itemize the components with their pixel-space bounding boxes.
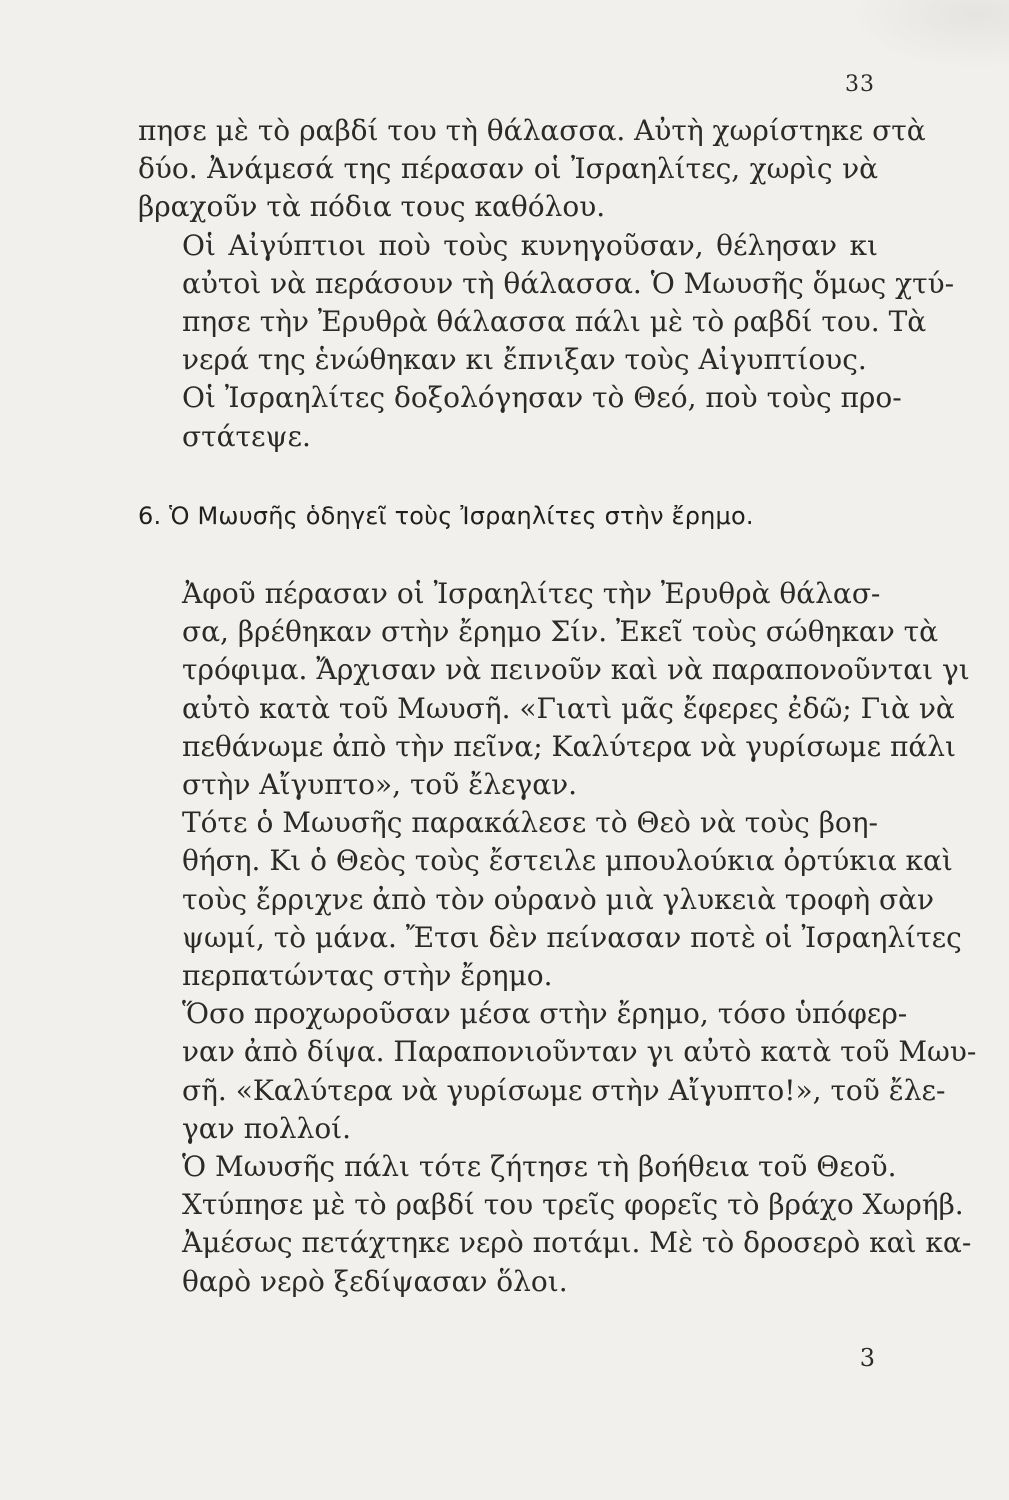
- text-line: πησε τὴν Ἐρυθρὰ θάλασσα πάλι μὲ τὸ ραβδί του. Τὰ: [182, 305, 927, 339]
- page-number: 33: [845, 72, 875, 97]
- text-line: στὴν Αἴγυπτο», τοῦ ἔλεγαν.: [182, 768, 578, 802]
- text-line: Ἀμέσως πετάχτηκε νερὸ ποτάμι. Μὲ τὸ δροσερὸ καὶ κα-: [182, 1226, 972, 1260]
- text-line: ψωμί, τὸ μάνα. Ἔτσι δὲν πείνασαν ποτὲ οἱ Ἰσραηλίτες: [182, 920, 962, 954]
- text-line: σῆ. «Καλύτερα νὰ γυρίσωμε στὴν Αἴγυπτο!», τοῦ ἔλε-: [182, 1073, 946, 1107]
- text-line: αὐτοὶ νὰ περάσουν τὴ θάλασσα. Ὁ Μωυσῆς ὅμως χτύ-: [182, 266, 955, 300]
- text-line: σα, βρέθηκαν στὴν ἔρημο Σίν. Ἐκεῖ τοὺς σώθηκαν τὰ: [182, 615, 939, 649]
- text-line: Χτύπησε μὲ τὸ ραβδί του τρεῖς φορεῖς τὸ βράχο Χωρήβ.: [182, 1188, 964, 1222]
- text-line: Ὁ Μωυσῆς πάλι τότε ζήτησε τὴ βοήθεια τοῦ Θεοῦ.: [182, 1150, 897, 1184]
- paragraph-manna: [138, 804, 962, 995]
- paragraph-thirst: [138, 995, 977, 1148]
- paragraph-praise: [138, 379, 902, 455]
- page-smudge: [849, 0, 1009, 70]
- text-line: τρόφιμα. Ἄρχισαν νὰ πεινοῦν καὶ νὰ παραπονοῦνται γι: [182, 653, 970, 687]
- text-line: αὐτὸ κατὰ τοῦ Μωυσῆ. «Γιατὶ μᾶς ἔφερες ἐδῶ; Γιὰ νὰ: [182, 691, 955, 725]
- text-line: γαν πολλοί.: [182, 1111, 352, 1145]
- text-line: νερά της ἑνώθηκαν κι ἔπνιξαν τοὺς Αἰγυπτίους.: [182, 343, 867, 377]
- text-line: ναν ἀπὸ δίψα. Παραπονιοῦνταν γι αὐτὸ κατὰ τοῦ Μωυ-: [182, 1035, 977, 1069]
- text-line: στάτεψε.: [182, 419, 311, 453]
- paragraph-desert-sin: [138, 575, 970, 804]
- signature-mark: 3: [859, 1344, 875, 1372]
- text-line: δύο. Ἀνάμεσά της πέρασαν οἱ Ἰσραηλίτες, χωρὶς νὰ: [138, 152, 878, 186]
- text-line: Τότε ὁ Μωυσῆς παρακάλεσε τὸ Θεὸ νὰ τοὺς βοη-: [182, 806, 878, 840]
- text-line: περπατώντας στὴν ἔρημο.: [182, 959, 553, 993]
- text-block-bottom: [138, 575, 977, 1301]
- text-line: Ὅσο προχωροῦσαν μέσα στὴν ἔρημο, τόσο ὑπόφερ-: [182, 997, 908, 1031]
- paragraph-continuation: [138, 112, 926, 227]
- text-line: θήση. Κι ὁ Θεὸς τοὺς ἔστειλε μπουλούκια ὀρτύκια καὶ: [182, 844, 953, 878]
- text-line: τοὺς ἔρριχνε ἀπὸ τὸν οὐρανὸ μιὰ γλυκειὰ τροφὴ σὰν: [182, 882, 935, 916]
- text-line: Οἱ Ἰσραηλίτες δοξολόγησαν τὸ Θεό, ποὺ τοὺς προ-: [182, 381, 902, 415]
- section-heading: 6. Ὁ Μωυσῆς ὁδηγεῖ τοὺς Ἰσραηλίτες στὴν ἔρημο.: [138, 502, 754, 530]
- text-block-top: [138, 112, 955, 456]
- text-line: Ἀφοῦ πέρασαν οἱ Ἰσραηλίτες τὴν Ἐρυθρὰ θάλασ-: [182, 577, 881, 610]
- paragraph-horeb: [138, 1148, 972, 1301]
- text-line: θαρὸ νερὸ ξεδίψασαν ὅλοι.: [182, 1264, 568, 1298]
- text-line: βραχοῦν τὰ πόδια τους καθόλου.: [138, 190, 606, 224]
- text-line: Οἱ Αἰγύπτιοι ποὺ τοὺς κυνηγοῦσαν, θέλησαν κι: [182, 228, 878, 262]
- text-line: πεθάνωμε ἀπὸ τὴν πεῖνα; Καλύτερα νὰ γυρίσωμε πάλι: [182, 729, 957, 763]
- text-line: πησε μὲ τὸ ραβδί του τὴ θάλασσα. Αὐτὴ χωρίστηκε στὰ: [138, 114, 926, 147]
- paragraph-egyptians: [138, 227, 955, 380]
